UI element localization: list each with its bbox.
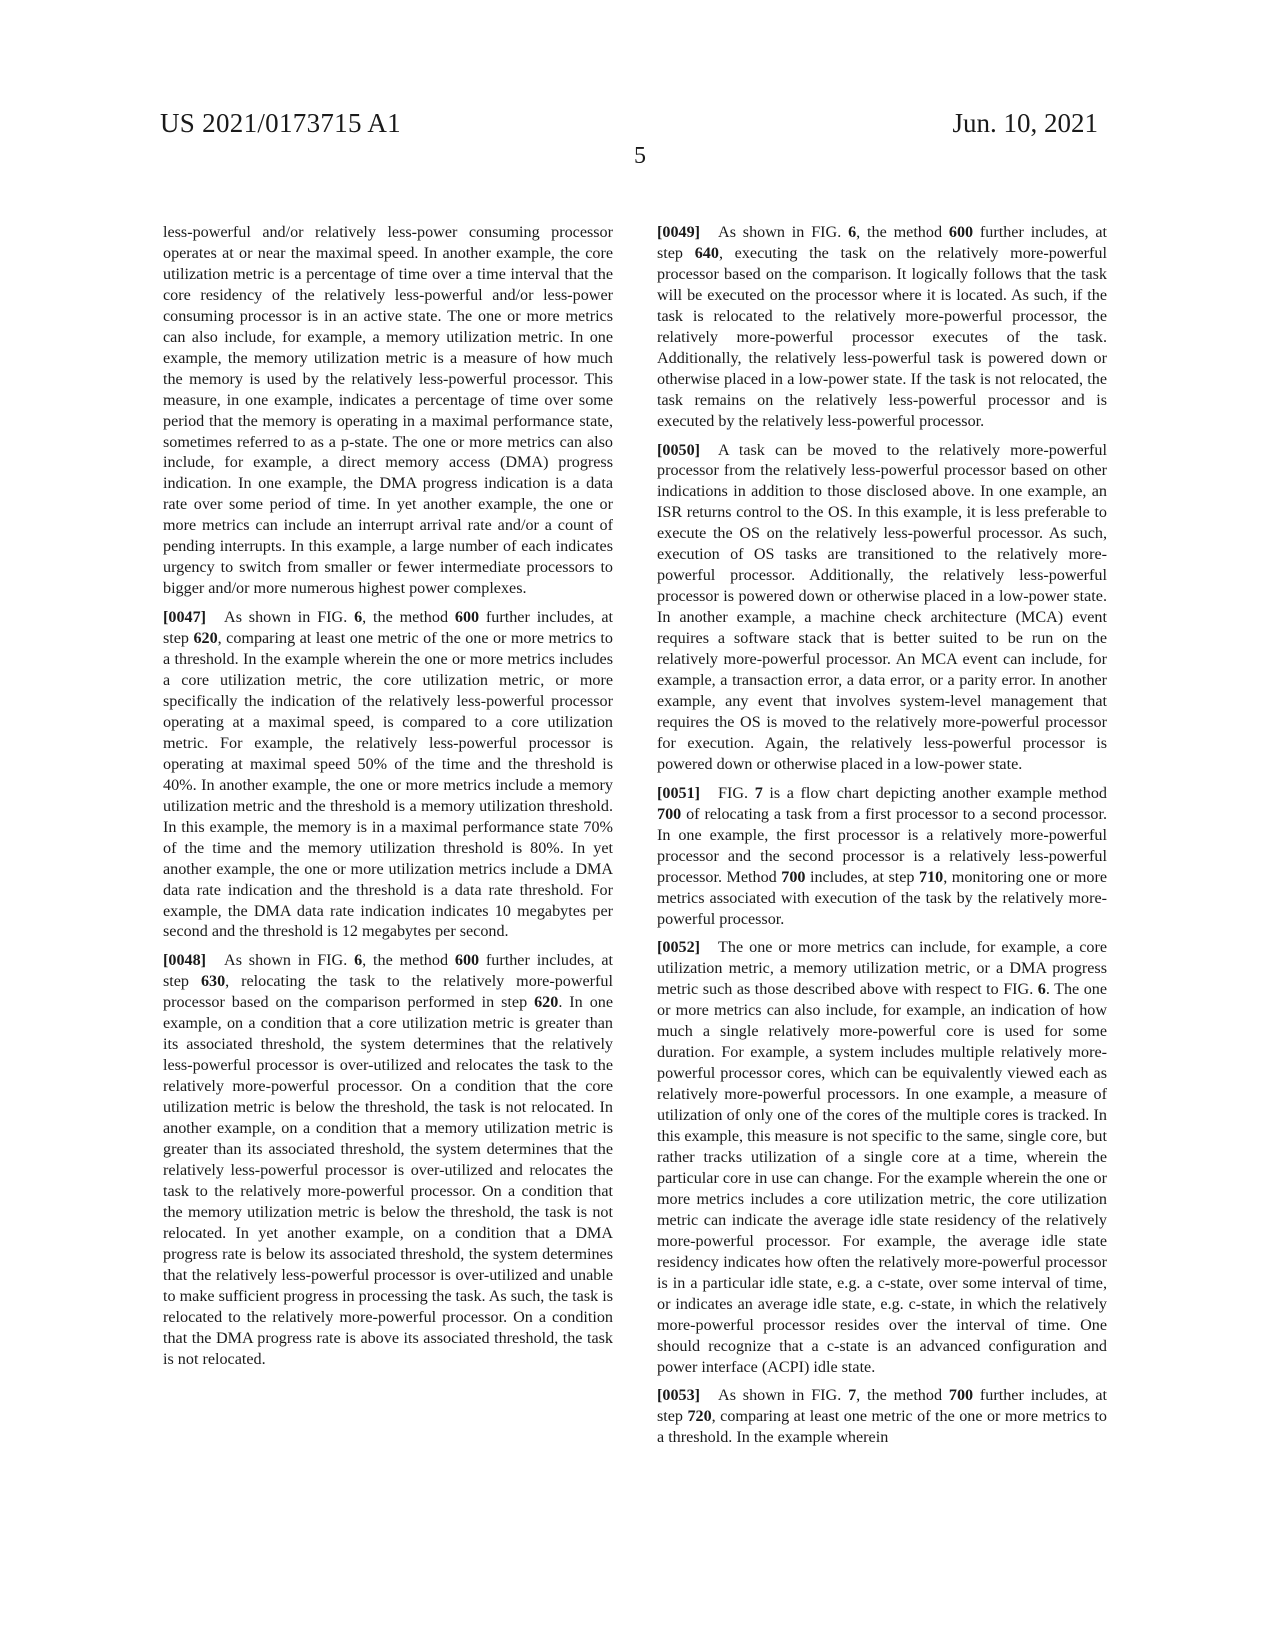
paragraph-text: . The one or more metrics can also include, for example, an indication of how much a single relatively more-powerful core is used for some duration. For example, a system includes multiple relatively more-powerful processor cores, which can be equivalently viewed each as relatively more-powerful processors. In one example, a measure of utilization of only one of the cores of the multiple cores is tracked. In this example, this measure is not specific to the same, single core, but rather tracks utilization of a single core at a time, wherein the particular core in use can change. For the example wherein the one or more metrics includes a core utilization metric, the core utilization metric can indicate the average idle state residency of the relatively more-powerful processor. For example, the average idle state residency indicates how often the relatively more-powerful processor is in a particular idle state, e.g. a c-state, over some interval of time, or indicates an average idle state, e.g. c-state, in which the relatively more-powerful processor resides over the interval of time. One should recognize that a c-state is an advanced configuration and power interface (ACPI) idle state. bbox=[657, 981, 1107, 1376]
paragraph-text: As shown in FIG. bbox=[224, 952, 355, 970]
paragraph-text: , the method bbox=[856, 224, 949, 241]
publication-date: Jun. 10, 2021 bbox=[952, 108, 1098, 138]
figure-ref: 6 bbox=[354, 952, 363, 970]
paragraph-text: , the method bbox=[856, 1387, 949, 1405]
paragraph-text: , comparing at least one metric of the one or more metrics to a threshold. In the example wherein bbox=[657, 1408, 1107, 1447]
paragraph-0048 bbox=[163, 951, 613, 1370]
paragraph-0052 bbox=[657, 938, 1107, 1378]
right-column bbox=[657, 223, 1107, 1457]
method-ref: 600 bbox=[454, 952, 480, 970]
method-ref: 700 bbox=[657, 805, 682, 823]
paragraph-number: [0049] bbox=[657, 224, 701, 241]
paragraph-text: As shown in FIG. bbox=[224, 609, 355, 627]
paragraph-text: includes, at step bbox=[805, 868, 920, 886]
step-ref: 720 bbox=[687, 1408, 712, 1426]
paragraph-text: . In one example, on a condition that a core utilization metric is greater than its associated threshold, the system determines that the relatively less-powerful processor is over-utilized and relocates the task to the relatively more-powerful processor. On a condition that the core utilization metric is below the threshold, the task is not relocated. In another example, on a condition that a memory utilization metric is greater than its associated threshold, the system determines that the relatively less-powerful processor is over-utilized and relocates the task to the relatively more-powerful processor. On a condition that the memory utilization metric is below the threshold, the task is not relocated. In yet another example, on a condition that a DMA progress rate is below its associated threshold, the system determines that the relatively less-powerful processor is over-utilized and unable to make sufficient progress in processing the task. As such, the task is relocated to the relatively more-powerful processor. On a condition that the DMA progress rate is above its associated threshold, the task is not relocated. bbox=[163, 994, 614, 1368]
method-ref: 600 bbox=[948, 224, 974, 241]
step-ref: 710 bbox=[919, 868, 944, 886]
left-column bbox=[163, 223, 613, 1378]
paragraph-text: , executing the task on the relatively more-powerful processor based on the comparison. It logically follows that the task will be executed on the processor where it is located. As such, if the task is relocated to the relatively more-powerful processor, the relatively more-powerful processor executes of the task. Additionally, the relatively less-powerful task is powered down or otherwise placed in a low-power state. If the task is not relocated, the task remains on the relatively less-powerful processor and is executed by the relatively less-powerful processor. bbox=[657, 244, 1107, 430]
paragraph-text: , comparing at least one metric of the one or more metrics to a threshold. In the example wherein the one or more metrics includes a core utilization metric, the core utilization metric, or more specifically the indication of the relatively less-powerful processor operating at a maximal speed, is compared to a core utilization metric. For example, the relatively less-powerful processor is operating at maximal speed 50% of the time and the threshold is 40%. In another example, the one or more metrics include a memory utilization metric and the threshold is a memory utilization threshold. In this example, the memory is in a maximal performance state 70% of the time and the memory utilization threshold is 80%. In yet another example, the one or more utilization metrics include a DMA data rate indication and the threshold is a data rate threshold. For example, the DMA data rate indication indicates 10 megabytes per second and the threshold is 12 megabytes per second. bbox=[163, 630, 613, 941]
paragraph-text: is a flow chart depicting another example method bbox=[762, 784, 1107, 802]
figure-ref: 7 bbox=[754, 784, 763, 802]
paragraph-text: further includes, at step bbox=[657, 224, 1108, 262]
figure-ref: 6 bbox=[354, 609, 363, 627]
paragraph-text: of relocating a task from a first processor to a second processor. In one example, the first processor is a relatively more-powerful processor and the second processor is a relatively less-powerful processor. Method bbox=[657, 805, 1107, 886]
paragraph-text: FIG. bbox=[718, 784, 755, 802]
paragraph-0051 bbox=[657, 784, 1107, 931]
paragraph-number: [0052] bbox=[657, 939, 701, 957]
step-ref: 620 bbox=[193, 630, 218, 648]
paragraph-text: A task can be moved to the relatively more-powerful processor from the relatively less-powerful processor based on other indications in addition to those disclosed above. In one example, an ISR returns control to the OS. In this example, it is less preferable to execute the OS on the relatively less-powerful processor. As such, execution of OS tasks are transitioned to the relatively more-powerful processor. Additionally, the relatively less-powerful processor is powered down or otherwise placed in a low-power state. In another example, a machine check architecture (MCA) event requires a software stack that is better suited to be run on the relatively more-powerful processor. An MCA event can include, for example, a transaction error, a data error, or a parity error. In another example, any event that involves system-level management that requires the OS is moved to the relatively more-powerful processor for execution. Again, the relatively less-powerful processor is powered down or otherwise placed in a low-power state. bbox=[657, 441, 1107, 773]
figure-ref: 6 bbox=[848, 224, 857, 241]
paragraph-text: As shown in FIG. bbox=[718, 224, 849, 241]
step-ref: 630 bbox=[200, 973, 226, 991]
figure-ref: 7 bbox=[848, 1387, 857, 1405]
paragraph-number: [0051] bbox=[657, 784, 701, 802]
paragraph-text: further includes, at step bbox=[657, 1387, 1108, 1426]
paragraph-text: , the method bbox=[362, 952, 455, 970]
method-ref: 700 bbox=[948, 1387, 974, 1405]
step-ref: 620 bbox=[534, 994, 559, 1012]
method-ref: 700 bbox=[781, 868, 806, 886]
paragraph-text: further includes, at step bbox=[163, 952, 614, 991]
paragraph-number: [0047] bbox=[163, 609, 207, 627]
figure-ref: 6 bbox=[1037, 981, 1046, 999]
paragraph-text: , the method bbox=[362, 609, 455, 627]
paragraph-number: [0053] bbox=[657, 1387, 701, 1405]
paragraph-0053 bbox=[657, 1386, 1107, 1449]
paragraph-0049 bbox=[657, 223, 1107, 433]
publication-number: US 2021/0173715 A1 bbox=[160, 108, 401, 138]
paragraph-number: [0048] bbox=[163, 952, 207, 970]
paragraph-continuation: less-powerful and/or relatively less-power consuming processor operates at or near the maximal speed. In another example, the core utilization metric is a percentage of time over a time interval that the core residency of the relatively less-powerful and/or less-power consuming processor is in an active state. The one or more metrics can also include, for example, a memory utilization metric. In one example, the memory utilization metric is a measure of how much the memory is used by the relatively less-powerful processor. This measure, in one example, indicates a percentage of time over some period that the memory is operating in a maximal performance state, sometimes referred to as a p-state. The one or more metrics can also include, for example, a direct memory access (DMA) progress indication. In one example, the DMA progress indication is a data rate over some period of time. In yet another example, the one or more metrics can include an interrupt arrival rate and/or a count of pending interrupts. In this example, a large number of each indicates urgency to switch from smaller or fewer intermediate processors to bigger and/or more numerous highest power complexes. bbox=[163, 224, 613, 598]
paragraph-text: , monitoring one or more metrics associated with execution of the task by the relatively more-powerful processor. bbox=[657, 868, 1107, 928]
paragraph-0047 bbox=[163, 608, 613, 943]
step-ref: 640 bbox=[694, 244, 719, 262]
paragraph-text: As shown in FIG. bbox=[718, 1387, 849, 1405]
paragraph-0050 bbox=[657, 441, 1107, 776]
method-ref: 600 bbox=[454, 609, 480, 627]
page-number: 5 bbox=[634, 143, 646, 169]
paragraph-text: , relocating the task to the relatively more-powerful processor based on the comparison performed in step bbox=[163, 973, 613, 1012]
paragraph-text: further includes, at step bbox=[163, 609, 614, 648]
paragraph-text: The one or more metrics can include, for example, a core utilization metric, a memory utilization metric, or a DMA progress metric such as those described above with respect to FIG. bbox=[657, 939, 1107, 999]
paragraph-number: [0050] bbox=[657, 441, 701, 459]
